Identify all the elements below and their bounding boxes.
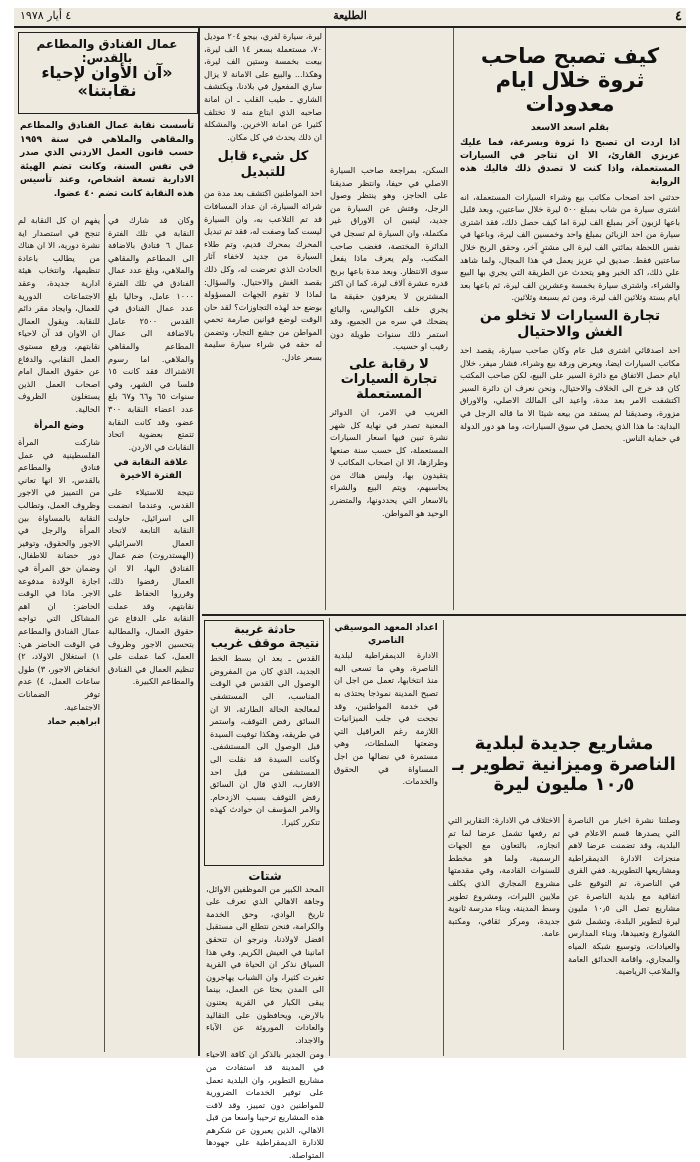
article7-col-left <box>18 214 100 1052</box>
newspaper-page <box>14 8 686 1161</box>
article1-headline: كيف تصبح صاحب ثروة خلال ايام معدودات <box>480 44 660 117</box>
column-rule <box>443 620 444 1056</box>
article5-text: القدس ـ بعد ان بسط الخط الجديد، الذي كان من المفروض الوصول الى القدس في الوقت المناسب، الى المستشفى لمعالجة الحالة الطارئة، الا ان السائق رفض التوقف، واستمر في طريقه، وهكذا توفيت السيدة قبل الوصول الى المستشفى. وكانت السيدة قد نقلت الى المستشفى من قبل احد الاقارب، الذي قال ان السائق رفض التوقف بسبب الازدحام. والامر المؤسف ان حوادث كهذه تتكرر كثيرا. <box>210 653 320 827</box>
article3-text1: ليرة، سيارة لفري، بيجو ٢٠٤ موديل ٧٠، مستعملة بسعر ١٤ الف ليرة، بيعت بخمسة وستين الف ليرة، وهكذا... والبيع على الامانة لا يزال ساري المفعول في بلادنا، ويكتشف الشاري ـ طيب القلب ـ ان امانة صاحبه الذي ابتاع منه لا تختلف كثيرا عن امانة الاخرين. والمشكلة ان ذلك يحدث في كل مكان. <box>204 31 322 142</box>
article7-headline-top: عمال الفنادق والمطاعم بالقدس: <box>36 37 178 65</box>
article2-text2: الغريب في الامر، ان الدوائر المعنية تصدر في نهاية كل شهر نشرة تبين فيها اسعار السيارات المستعملة، كل حسب سنة صنعها وطرازها، الا ان اصحاب المكاتب لا يتقيدون بها، وليس هناك من يحاسبهم، ويتم البيع والشراء بالاسعار التي يحددونها، والمتضرر الوحيد هو المواطن. <box>330 406 448 518</box>
article2-text: السكن، بمراجعة صاحب السيارة الاصلي في حيفا، وانتظر صديقنا على الحاجز، وهو ينتظر وصول الرجل، وفتش عن السيارة من جديد، ليتبين ان الاوراق غير مكتملة، وان السيارة لم تسجل في الدائرة المختصة، فغضب صاحب المكتب، ولم يعرف ماذا يفعل سوى الانتظار. وبعد مدة باعها بربح قدره عشرة آلاف ليرة، كما ان اكثر المشترين لا يعرفون حقيقة ما يجري خلف الكواليس، والبائع يضحك في سره من الجميع، وقد استمر ذلك سنوات طويلة دون رقيب او حسيب. <box>330 165 448 352</box>
article1-subhead: تجارة السيارات لا تخلو من الغش والاحتيال <box>479 307 661 340</box>
article1-body <box>460 120 680 608</box>
article5-body <box>210 624 320 860</box>
column-rule <box>329 618 330 1056</box>
column-rule <box>325 28 326 610</box>
article6-text2: ومن الجدير بالذكر ان كافة الاحياء في المدينة قد استفادت من مشاريع التطوير، وان البلدية تعمل على توفير الخدمات الضرورية للمواطنين دون تمييز، وقد لاقت هذه المشاريع ترحيبا واسعا من قبل الاهالي، الذين يعبرون عن شكرهم للادارة الديمقراطية على جهودها المتواصلة. <box>206 1049 324 1161</box>
article7-text2: نتيجة للاستيلاء على القدس، وعندما انضمت الى اسرائيل، حاولت النقابة التابعة لاتحاد العمال الاسرائيلي (الهستدروت) ضم عمال الفنادق اليها، الا ان العمال رفضوا ذلك، وقرروا الحفاظ على نقابتهم، وقد عملت النقابة على الدفاع عن حقوق العمال، والمطالبة بتحسين الاجور وظروف العمل، كما عملت على تنظيم العمال في الفنادق والمطاعم الكبيرة. <box>108 487 194 687</box>
article7-subhead2: وضع المرأة <box>33 420 85 431</box>
article7-headline-main: «آن الأوان لإحياء نقابتنا» <box>41 63 173 101</box>
article7-lead <box>20 120 194 208</box>
paper-name: الطليعة <box>333 9 367 22</box>
article7-text1: وكان قد شارك في النقابة في تلك الفترة عمال ٦ فنادق بالاضافة الى المطاعم والمقاهي والملاهي، وبلغ عدد عمال الفنادق في تلك الفترة ١٠٠٠ عامل، وحاليا بلغ عدد عمال الفنادق في القدس ٢٥٠٠ عامل بالاضافة الى عمال المطاعم والمقاهي والملاهي. اما رسوم الاشتراك فقد كانت ١٥ فلسا في الشهر، وفي سنوات ٦٥ و٦٦ و٦٧ بلغ عدد اعضاء النقابة ٣٠٠ عضو، وقد كانت النقابة تتمتع بعضوية اتحاد النقابات في الاردن. <box>108 215 194 452</box>
article6-title: شتات <box>248 869 282 883</box>
issue-date: ٤ أيار ١٩٧٨ <box>20 9 72 22</box>
article2-subhead: لا رقابة على تجارة السيارات المستعملة <box>340 356 438 402</box>
article1-text2: احد اصدقائي اشترى قبل عام وكان صاحب سيارة، يقصد احد مكاتب السيارات ايضا، ويعرض ورقة بيع وشراء، فشار ميفر، خلال ايام حصل الاتفاق مع دائرة السير على البيع، لكن صاحب المكتب كان قد خرج الى الخلاف والاحتيال، ونحن نعرف ان دائرة السير اكتشفت الامر بعد مدة، واعيد الى المالك الاصلي، والاوراق مزورة، وصديقنا لم يستفد من بيعه شيئا الا ما قاله الرجل في البداية: ما هذا الذي يحصل في سوق السيارات، وما هو دور الدولة في حماية الناس. <box>460 344 680 444</box>
article3-text2: احد المواطنين اكتشف بعد مدة من شرائه السيارة، ان عداد المسافات قد تم التلاعب به، وان السيارة ليست كما وصفت له، فقد تم تبديل المحرك بمحرك قديم، وتم طلاء السيارة من جديد لاخفاء آثار الحادث الذي تعرضت له، وكل ذلك بقصد الغش والاحتيال. والسؤال: لماذا لا تقوم الجهات المسؤولة بوضع حد لهذه التجاوزات؟ لقد حان الوقت لوضع قوانين صارمة تحمي المواطن من جشع التجار، وتضمن له حقه في شراء سيارة سليمة بسعر عادل. <box>204 188 322 363</box>
article6-body <box>206 869 324 1161</box>
article7-text3: يفهم ان كل النقابة لم تنجح في استصدار اية نشرة دورية، الا ان هناك من يطالب باعادة تنظيمها، وانتخاب هيئة ادارية جديدة، وعقد الاجتماعات الدورية للعمال، وايجاد مقر دائم للنقابة. ويقول العمال ان الاوان قد آن لاحياء نقابتهم، ورفع مستوى العمل النقابي، والدفاع عن حقوق العمال امام اصحاب العمل الذين يستغلون الظروف الحالية. <box>18 215 100 414</box>
column-rule <box>453 28 454 610</box>
article2-body <box>330 164 448 606</box>
article7-col-right <box>108 214 194 1052</box>
article1-text1: حدثني احد اصحاب مكاتب بيع وشراء السيارات المستعملة، انه اشترى سيارة من شاب بمبلغ ٥٠٠ ليرة خلال ساعتين، وبعد قليل باعها لزبون آخر بمبلغ الف ليرة اما كيف حصل ذلك، فقد اشترى سيارة من احد الزبائن بمبلغ واحد وخمسين الف ليرة، وباعها في نفس اللحظة بمائتي الف ليرة الى مشترٍ آخر، وحقق الربح خلال ساعتين فقط. صديق لي عزيز يعمل في هذا المجال، ولما شاهد علي ذلك، اكد الخبر وهو يتحدث عن الطريقة التي يجري بها البيع والشراء، واشترى سيارة بخمسة وعشرين الف ليرة، ثم باعها بعد ايام بستة وثلاثين الف ليرة، ومن ثم بسبعة وثلاثين. <box>460 191 680 303</box>
article7-text4: شاركت المرأة الفلسطينية في عمل فنادق والمطاعم بالقدس، الا انها تعاني من التمييز في الاجور وظروف العمل، وتطالب النقابة بالمساواة بين المرأة والرجل في الاجور والحقوق، وتوفير دور حضانة للاطفال، وضمان حق المرأة في اجازة الولادة مدفوعة الاجر. ماذا في الوقت الحاضر: ان اهم المشاكل التي تواجه عمال الفنادق والمطاعم في الوقت الحاضر هي: ١) استغلال الاولاد، ٢) انخفاض الاجور، ٣) طول ساعات العمل، ٤) عدم توفر الضمانات الاجتماعية. <box>18 437 100 712</box>
article4-byline: اعداد المعهد الموسيقي الناصري <box>334 623 438 646</box>
article3-subhead: كل شيء قابل للتبديل <box>217 149 309 181</box>
article7-lead-text: تأسست نقابة عمال الفنادق والمطاعم والمقاهي والملاهي في سنة ١٩٥٩ حسب قانون العمل الاردني الذي صدر في نفس السنة، وكانت تضم الهيئة الادارية تسعة اشخاص، وعند تأسيس هذه النقابة كانت تضم ٤٠ عضوا. <box>20 121 194 199</box>
article7-signature: ابراهيم حماد <box>47 717 100 728</box>
article4-body-right <box>568 814 680 1050</box>
article4-text1: وصلتنا نشرة اخبار من الناصرة التي يصدرها قسم الاعلام في البلدية، وقد تضمنت عرضا لاهم منجزات الادارة الديمقراطية ومشاريعها التطويرية. ففي القرى في الناصرة، تم التوقيع على اتفاقية مع بلدية الناصرة عن مشاريع تصل الى ١٠٫٥ مليون ليرة لتطوير البلدة، وتشمل شق الشوارع وتعبيدها، وبناء المدارس والعيادات، وتوسيع شبكة المياه والمجاري، واقامة الحدائق العامة والملاعب الرياضية. <box>568 815 680 977</box>
column-rule <box>563 814 564 1050</box>
column-rule <box>198 28 200 1056</box>
article1-byline: بقلم اسعد الاسعد <box>531 123 609 133</box>
section-rule <box>202 614 686 616</box>
page-number: ٤ <box>675 9 682 24</box>
article4-text2: الاختلاف في الادارة: التقارير التي تم رفعها تشمل عرضا لما تم انجازه، بالتعاون مع الجهات الرسمية، ولما هو مخطط للسنوات القادمة، وفي مقدمتها مشروع المجاري الذي يكلف ملايين الليرات، ومشروع تطوير وسط المدينة، وبناء مدرسة ثانوية جديدة، ومركز ثقافي، ومكتبة عامة. <box>448 815 560 939</box>
article4-text3: الادارة الديمقراطية لبلدية الناصرة، وهي ما تسعى اليه منذ انتخابها، تعمل من اجل ان تصبح المدينة نموذجا يحتذى به في خدمة المواطنين، وقد نجحت في جلب الميزانيات اللازمة رغم العراقيل التي وضعتها السلطات، وهي مستمرة في نضالها من اجل المساواة في الحقوق والخدمات. <box>334 650 438 787</box>
masthead <box>14 8 686 28</box>
article1-lead: اذا اردت ان تصبح ذا ثروة وبسرعة، فما عليك عزيزي القارئ، الا ان تتاجر في السيارات المستعملة، واذا كنت لا تصدق ذلك فاليك هذه الرواية <box>460 137 680 187</box>
article3-body <box>204 30 322 610</box>
article4-body-left <box>448 814 560 1050</box>
article5-headline: نتيجة موقف غريب <box>210 635 320 650</box>
column-rule <box>104 214 105 1052</box>
article6-text: المحد الكبير من الموظفين الاوائل، وجاهة الاهالي الذي تعرف على تاريخ الوادي، وحق الخدمة والكرامة، فنحن نتطلع الى مستقبل افضل لاولادنا، ونرجو ان تتحقق امانينا في العيش الكريم. وفي هذا السياق نذكر ان الحياة في القرية تغيرت كثيرا، وان الشباب يهاجرون الى المدن بحثا عن العمل، بينما يبقى الكبار في القرية يعتنون بالارض، ويحافظون على التقاليد والعادات الموروثة عن الآباء والاجداد. <box>206 883 324 1045</box>
article5-kicker: حادثة غريبة <box>234 623 296 636</box>
article4-headline: مشاريع جديدة لبلدية الناصرة وميزانية تطوير بـ ١٠٫٥ مليون ليرة <box>452 733 676 796</box>
article4-body-continued <box>334 620 438 1050</box>
article7-subhead1: علاقة النقابة في الفترة الاخيرة <box>113 458 189 481</box>
